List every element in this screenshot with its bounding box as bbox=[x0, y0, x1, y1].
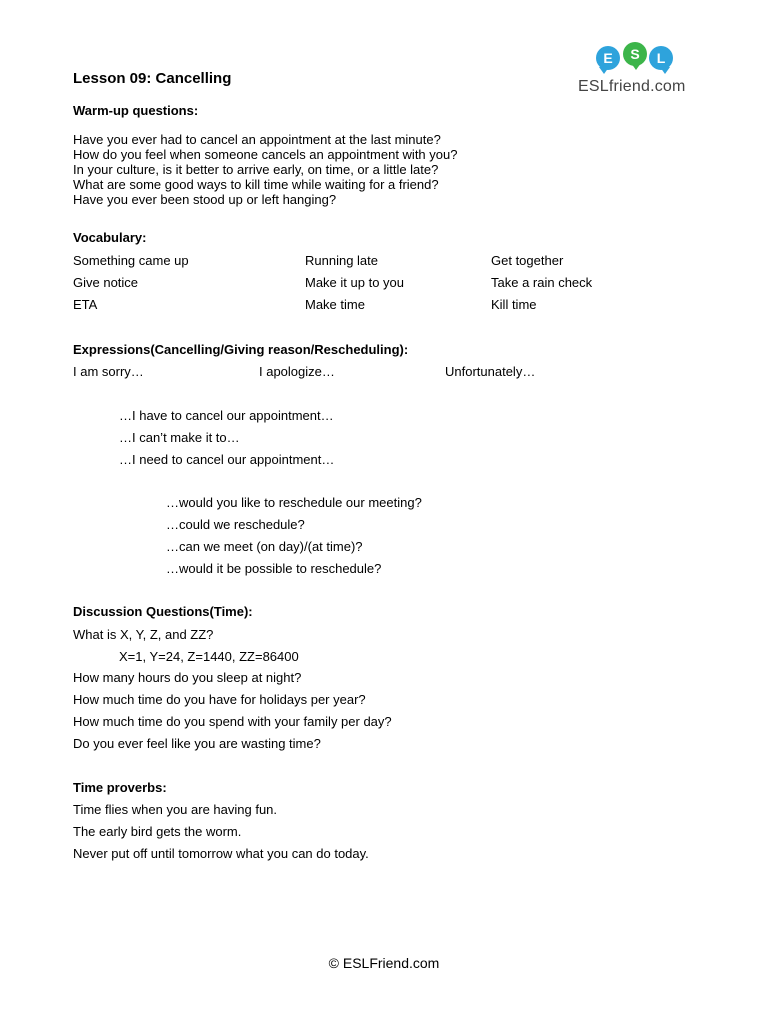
logo-bubble-s: S bbox=[623, 42, 647, 66]
logo-bubble-l: L bbox=[649, 46, 673, 70]
warmup-question: How do you feel when someone cancels an appointment with you? bbox=[73, 147, 458, 162]
discussion-question: What is X, Y, Z, and ZZ? bbox=[73, 627, 214, 642]
expression-opener: I apologize… bbox=[259, 364, 335, 379]
vocab-term: Get together bbox=[491, 253, 564, 268]
vocab-term: Take a rain check bbox=[491, 275, 593, 290]
warmup-questions bbox=[73, 132, 457, 207]
vocab-term: Something came up bbox=[73, 253, 189, 268]
vocab-term: Running late bbox=[305, 253, 378, 268]
footer-copyright: © ESLFriend.com bbox=[328, 955, 440, 971]
discussion-heading: Discussion Questions(Time): bbox=[73, 604, 253, 619]
logo-text: ESLfriend.com bbox=[578, 78, 686, 95]
vocab-term: Give notice bbox=[73, 275, 139, 290]
proverb: Time flies when you are having fun. bbox=[73, 802, 278, 817]
proverbs-heading: Time proverbs: bbox=[73, 780, 167, 795]
vocab-term: ETA bbox=[73, 297, 98, 312]
discussion-question: How many hours do you sleep at night? bbox=[73, 670, 302, 685]
eslfriend-logo bbox=[578, 40, 698, 102]
warmup-question: What are some good ways to kill time while waiting for a friend? bbox=[73, 177, 439, 192]
proverb: Never put off until tomorrow what you can do today. bbox=[73, 846, 369, 861]
expression-reschedule: …would it be possible to reschedule? bbox=[166, 561, 382, 576]
warmup-question: In your culture, is it better to arrive early, on time, or a little late? bbox=[73, 162, 439, 177]
discussion-answer: X=1, Y=24, Z=1440, ZZ=86400 bbox=[119, 649, 299, 664]
discussion-question: Do you ever feel like you are wasting time? bbox=[73, 736, 321, 751]
expression-opener: Unfortunately… bbox=[445, 364, 536, 379]
expression-opener: I am sorry… bbox=[73, 364, 144, 379]
vocab-term: Make it up to you bbox=[305, 275, 404, 290]
logo-bubble-e: E bbox=[596, 46, 620, 70]
expressions-heading: Expressions(Cancelling/Giving reason/Rescheduling): bbox=[73, 342, 409, 357]
page-title: Lesson 09: Cancelling bbox=[73, 70, 232, 87]
vocabulary-heading: Vocabulary: bbox=[73, 230, 147, 245]
proverb: The early bird gets the worm. bbox=[73, 824, 242, 839]
warmup-question: Have you ever been stood up or left hanging? bbox=[73, 192, 337, 207]
expression-reschedule: …would you like to reschedule our meeting? bbox=[166, 495, 422, 510]
warmup-question: Have you ever had to cancel an appointment at the last minute? bbox=[73, 132, 441, 147]
vocab-term: Make time bbox=[305, 297, 365, 312]
expression-reschedule: …could we reschedule? bbox=[166, 517, 305, 532]
discussion-question: How much time do you spend with your family per day? bbox=[73, 714, 392, 729]
warmup-heading: Warm-up questions: bbox=[73, 103, 199, 118]
vocab-term: Kill time bbox=[491, 297, 537, 312]
discussion-question: How much time do you have for holidays per year? bbox=[73, 692, 366, 707]
expression-reason: …I need to cancel our appointment… bbox=[119, 452, 335, 467]
expression-reason: …I have to cancel our appointment… bbox=[119, 408, 334, 423]
expression-reason: …I can’t make it to… bbox=[119, 430, 240, 445]
expression-reschedule: …can we meet (on day)/(at time)? bbox=[166, 539, 363, 554]
